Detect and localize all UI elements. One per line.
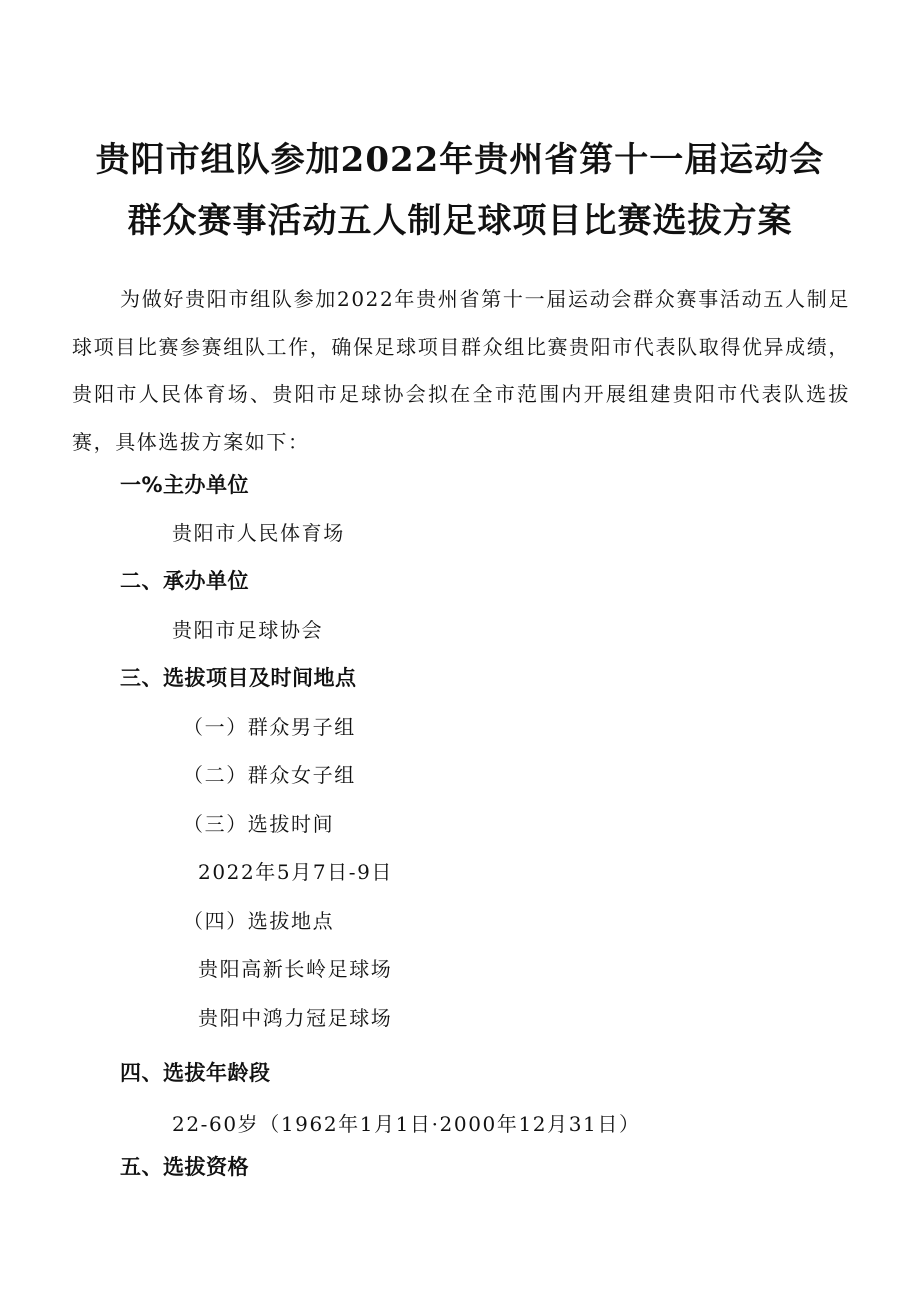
document-title-line-2: 群众赛事活动五人制足球项目比赛选拔方案	[127, 201, 793, 241]
section-4-heading: 四、选拔年龄段	[120, 1061, 271, 1085]
section-3-heading: 三、选拔项目及时间地点	[120, 666, 357, 690]
section-3-item-1: （一）群众男子组	[183, 715, 356, 739]
intro-paragraph: 为做好贵阳市组队参加2022年贵州省第十一届运动会群众赛事活动五人制足球项目比赛参赛组队工作，确保足球项目群众组比赛贵阳市代表队取得优异成绩，贵阳市人民体育场、贵阳市足球协会拟在全市范围内开展组建贵阳市代表队选拔赛，具体选拔方案如下：	[72, 287, 850, 454]
section-1-body: 贵阳市人民体育场	[172, 521, 345, 545]
section-3-venue-1: 贵阳高新长岭足球场	[198, 957, 393, 981]
section-1-heading: 一%主办单位	[120, 473, 250, 497]
section-2-heading: 二、承办单位	[120, 569, 249, 593]
section-4-body: 22-60岁（1962年1月1日·2000年12月31日）	[172, 1112, 641, 1136]
section-3-item-4: （四）选拔地点	[183, 909, 335, 933]
section-3-date: 2022年5月7日-9日	[198, 860, 394, 884]
section-5-heading: 五、选拔资格	[120, 1155, 249, 1179]
section-3-venue-2: 贵阳中鸿力冠足球场	[198, 1006, 393, 1030]
section-3-item-3: （三）选拔时间	[183, 812, 335, 836]
section-3-item-2: （二）群众女子组	[183, 763, 356, 787]
section-2-body: 贵阳市足球协会	[172, 618, 324, 642]
document-title-line-1: 贵阳市组队参加2022年贵州省第十一届运动会	[95, 140, 825, 180]
